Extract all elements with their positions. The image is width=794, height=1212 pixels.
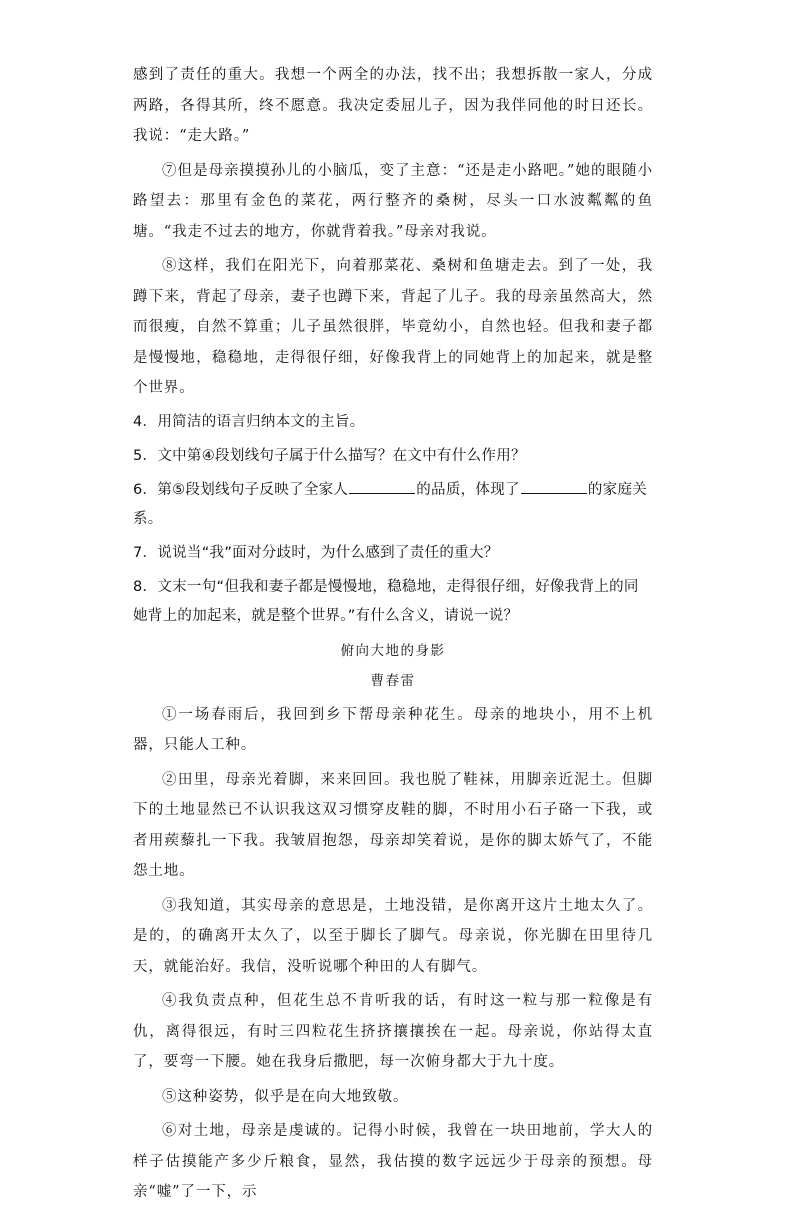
question-5: 5．文中第④段划线句子属于什么描写？在文中有什么作用？: [133, 447, 526, 464]
passage2-paragraph-5: ⑤这种姿势，似乎是在向大地致敬。: [162, 1088, 409, 1105]
question-6-part-c: 的家庭关系。: [133, 481, 648, 527]
answer-blank-1[interactable]: [349, 479, 415, 494]
content-column: [133, 60, 653, 1212]
passage1-paragraph-continued: 感到了责任的重大。我想一个两全的办法，找不出；我想拆散一家人，分成两路，各得其所，终不愿意。我决定委屈儿子，因为我伴同他的时日还长。我说：“走大路。”: [133, 67, 653, 144]
passage2-author: 曹春雷: [370, 672, 416, 689]
passage2-paragraph-4: ④我负责点种，但花生总不肯听我的话，有时这一粒与那一粒像是有仇，离得很远，有时三四粒花生挤挤攘攘挨在一起。母亲说，你站得太直了，要弯一下腰。她在我身后撒肥，每一次俯身都大于九十度。: [133, 993, 653, 1070]
passage2-paragraph-2: ②田里，母亲光着脚，来来回回。我也脱了鞋袜，用脚亲近泥土。但脚下的土地显然已不认识我这双习惯穿皮鞋的脚，不时用小石子硌一下我，或者用蒺藜扎一下我。我皱眉抱怨，母亲却笑着说，是你的脚太娇气了，不能怨土地。: [133, 771, 653, 879]
question-6-part-b: 的品质，体现了: [416, 481, 520, 498]
question-8: 8．文末一句“但我和妻子都是慢慢地，稳稳地，走得很仔细，好像我背上的同她背上的加起来，就是整个世界。”有什么含义，请说一说？: [133, 578, 639, 624]
passage2-paragraph-6: ⑥对土地，母亲是虔诚的。记得小时候，我曾在一块田地前，学大人的样子估摸能产多少斤粮食，显然，我估摸的数字远远少于母亲的预想。母亲“嘘”了一下，示: [133, 1123, 653, 1200]
passage2-paragraph-3: ③我知道，其实母亲的意思是，土地没错，是你离开这片土地太久了。是的，的确离开太久了，以至于脚长了脚气。母亲说，你光脚在田里待几天，就能治好。我信，没听说哪个种田的人有脚气。: [133, 897, 653, 975]
question-6: [133, 476, 653, 534]
question-6-part-a: 6．第⑤段划线句子反映了全家人: [133, 481, 349, 498]
answer-blank-2[interactable]: [521, 479, 587, 494]
question-7: 7．说说当“我”面对分歧时，为什么感到了责任的重大？: [133, 544, 499, 561]
passage2-title: 俯向大地的身影: [340, 642, 446, 659]
passage1-paragraph-7: ⑦但是母亲摸摸孙儿的小脑瓜，变了主意：“还是走小路吧。”她的眼随小路望去：那里有金色的菜花，两行整齐的桑树，尽头一口水波粼粼的鱼塘。“我走不过去的地方，你就背着我。”母亲对我说。: [133, 162, 653, 240]
passage1-paragraph-8: ⑧这样，我们在阳光下，向着那菜花、桑树和鱼塘走去。到了一处，我蹲下来，背起了母亲，妻子也蹲下来，背起了儿子。我的母亲虽然高大，然而很瘦，自然不算重；儿子虽然很胖，毕竟幼小，自然也轻。但我和妻子都是慢慢地，稳稳地，走得很仔细，好像我背上的同她背上的加起来，就是整个世界。: [133, 258, 653, 396]
question-4: 4．用简洁的语言归纳本文的主旨。: [133, 413, 365, 430]
passage2-paragraph-1: ①一场春雨后，我回到乡下帮母亲种花生。母亲的地块小，用不上机器，只能人工种。: [133, 706, 653, 753]
